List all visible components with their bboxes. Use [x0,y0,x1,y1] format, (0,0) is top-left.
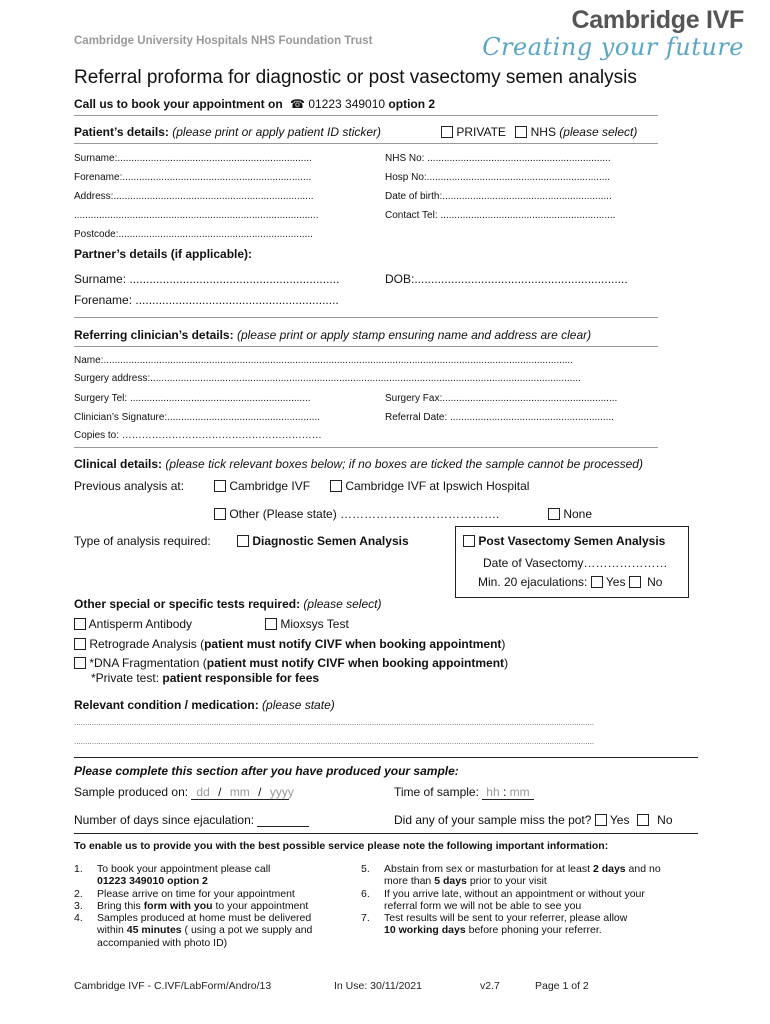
prev-other-option[interactable] [214,507,499,521]
min-ejaculations-label: Min. 20 ejaculations: [478,575,588,589]
info-list-right [361,863,661,937]
retrograde-option[interactable] [74,637,505,651]
org-name: Cambridge University Hospitals NHS Foundation Trust [74,35,373,47]
prev-none-checkbox[interactable] [548,508,560,520]
dna-label: *DNA Fragmentation ( [89,656,207,670]
miss-pot-label: Did any of your sample miss the pot? [394,813,592,827]
nhs-checkbox[interactable] [515,126,527,138]
partner-dob-field[interactable]: DOB:................................................................ [385,272,628,286]
info-item: referral form we will not be able to see you [384,899,582,912]
info-item: 01223 349010 option 2 [97,875,208,888]
post-vasectomy-checkbox[interactable] [463,535,475,547]
patient-surname-field[interactable]: Surname:...................................................................... [74,153,312,164]
info-heading: To enable us to provide you with the best possible service please note the following important information: [74,840,609,852]
days-since-input[interactable] [257,814,309,827]
prev-none-label: None [563,507,593,521]
date-dd: dd [196,785,210,799]
time-mm: mm [509,785,530,799]
relevant-line-1[interactable]: .......................................................................................................................................................................................................................................... [74,718,595,727]
brand-logo [482,6,744,61]
diagnostic-option[interactable] [237,534,409,548]
call-prefix: Call us to book your appointment on [74,97,283,111]
dna-note: patient must notify CIVF when booking appointment [206,656,505,670]
miss-no-checkbox[interactable] [637,814,649,826]
info-item: 4. Samples produced at home must be delivered [74,912,312,925]
miss-yes-checkbox[interactable] [595,814,607,826]
nhs-no-field[interactable]: NHS No: .................................................................. [385,153,611,164]
footer-version: v2.7 [480,980,500,992]
private-test-note [91,671,319,685]
clinician-heading [74,328,591,342]
sample-time [394,785,534,800]
prev-none-option[interactable] [548,507,592,521]
brand-tagline: Creating your future [482,33,744,61]
dna-option[interactable] [74,656,508,670]
patient-heading [74,125,381,139]
clinical-heading-note: (please tick relevant boxes below; if no boxes are ticked the sample cannot be processed) [165,457,643,471]
analysis-type-label: Type of analysis required: [74,534,211,548]
antisperm-label: Antisperm Antibody [88,617,193,631]
surgery-tel-field[interactable]: Surgery Tel: ................................................................. [74,393,311,404]
retrograde-close: ) [501,637,506,651]
relevant-heading-label: Relevant condition / medication: [74,698,259,712]
sample-produced-label: Sample produced on: [74,785,189,799]
hosp-no-field[interactable]: Hosp No:.................................................................. [385,172,611,183]
min-ejaculations [478,575,662,589]
patient-address2-field[interactable]: ........................................................................................ [74,210,319,221]
dob-field[interactable]: Date of birth:............................................................. [385,191,612,202]
info-item: 2. Please arrive on time for your appointment [74,887,295,900]
date-slash: / [258,785,262,799]
private-test-label: *Private test: [91,671,160,685]
days-since [74,813,309,827]
prev-ipswich-option[interactable] [330,479,529,493]
private-checkbox[interactable] [441,126,453,138]
prev-cambridge-label: Cambridge IVF [229,479,311,493]
date-slash: / [218,785,222,799]
miss-pot [394,813,673,827]
sample-produced [74,785,294,800]
prev-cambridge-option[interactable] [214,479,310,493]
special-heading-note: (please select) [303,597,382,611]
divider [74,447,658,448]
info-item: 5. Abstain from sex or masturbation for at least 2 days and no [361,863,661,875]
contact-tel-field[interactable]: Contact Tel: ............................................................... [385,210,616,221]
prev-cambridge-checkbox[interactable] [214,480,226,492]
ejac-no-checkbox[interactable] [629,576,641,588]
patient-heading-note: (please print or apply patient ID sticker) [172,125,382,139]
clinician-name-field[interactable]: Name:......................................................................................................................................................................... [74,355,573,366]
info-item: 6. If you arrive late, without an appointment or without your [361,887,645,900]
info-item: more than 5 days prior to your visit [384,875,547,888]
nhs-label: NHS [530,125,556,139]
clinician-heading-note: (please print or apply stamp ensuring name and address are clear) [236,328,592,342]
ejac-no-label: No [647,575,663,589]
antisperm-option[interactable] [74,617,192,631]
divider [74,115,658,116]
footer-code: Cambridge IVF - C.IVF/LabForm/Andro/13 [74,980,272,992]
sample-time-label: Time of sample: [394,785,479,799]
copies-to-field[interactable]: Copies to: …………………………………………………… [74,430,322,441]
prev-other-checkbox[interactable] [214,508,226,520]
nhs-note: (please select) [559,125,638,139]
phone-number: 01223 349010 [308,97,386,111]
surgery-address-field[interactable]: Surgery address:........................................................................................................................................................... [74,373,581,384]
prev-other-label: Other (Please state) …………………………………. [229,507,500,521]
patient-address-field[interactable]: Address:........................................................................ [74,191,314,202]
time-hh: hh [486,785,500,799]
partner-surname-field[interactable]: Surname: ............................................................... [74,272,340,286]
info-item: 1. To book your appointment please call [74,863,271,875]
date-yyyy: yyyy [269,785,294,799]
info-item: 3. Bring this form with you to your appointment [74,899,309,912]
ejac-yes-label: Yes [605,575,626,589]
info-item: 7. Test results will be sent to your referrer, please allow [361,912,628,925]
footer-page: Page 1 of 2 [535,980,589,992]
phone-suffix: option 2 [388,97,436,111]
mioxsys-checkbox[interactable] [265,618,277,630]
retrograde-note: patient must notify CIVF when booking appointment [204,637,502,651]
clinical-heading [74,457,643,471]
clinician-heading-label: Referring clinician’s details: [74,328,234,342]
surgery-fax-field[interactable]: Surgery Fax:............................................................... [385,393,618,404]
miss-yes-label: Yes [609,813,630,827]
mioxsys-option[interactable] [265,617,349,631]
private-test-fees: patient responsible for fees [162,671,320,685]
info-list-left [74,863,312,949]
vasectomy-date-field[interactable]: Date of Vasectomy………………… [483,556,668,570]
clinician-signature-field[interactable]: Clinician’s Signature:....................................................... [74,412,321,423]
brand-name: Cambridge IVF [571,6,744,34]
mioxsys-label: Mioxsys Test [280,617,349,631]
call-line [74,97,435,111]
previous-analysis-label: Previous analysis at: [74,479,185,493]
diagnostic-label: Diagnostic Semen Analysis [252,534,409,548]
post-vasectomy-label: Post Vasectomy Semen Analysis [478,534,666,548]
partner-forename-field[interactable]: Forename: ............................................................. [74,293,339,307]
prev-ipswich-label: Cambridge IVF at Ipswich Hospital [345,479,530,493]
divider [74,346,658,347]
antisperm-checkbox[interactable] [74,618,86,630]
days-since-label: Number of days since ejaculation: [74,813,255,827]
retrograde-label: Retrograde Analysis ( [89,637,205,651]
patient-postcode-field[interactable]: Postcode:...................................................................... [74,229,313,240]
relevant-heading [74,698,335,712]
clinical-heading-label: Clinical details: [74,457,163,471]
info-item: accompanied with photo ID) [97,936,228,949]
divider [74,143,658,144]
prev-ipswich-checkbox[interactable] [330,480,342,492]
info-item: within 45 minutes ( using a pot we supply and [97,924,313,937]
special-heading [74,597,381,611]
dna-checkbox[interactable] [74,657,86,669]
sample-time-input[interactable] [482,785,534,800]
patient-type-select [441,125,637,139]
divider [74,317,658,318]
private-label: PRIVATE [456,125,506,139]
date-mm: mm [229,785,250,799]
post-vasectomy-option[interactable] [463,534,665,548]
diagnostic-checkbox[interactable] [237,535,249,547]
sample-heading: Please complete this section after you have produced your sample: [74,764,459,778]
partner-heading: Partner’s details (if applicable): [74,247,253,261]
divider [74,833,698,834]
sample-date-input[interactable] [191,785,294,800]
ejac-yes-checkbox[interactable] [591,576,603,588]
patient-heading-label: Patient’s details: [74,125,169,139]
info-item: 10 working days before phoning your referrer. [384,924,602,937]
relevant-heading-note: (please state) [262,698,335,712]
special-heading-label: Other special or specific tests required: [74,597,301,611]
retrograde-checkbox[interactable] [74,638,86,650]
footer-in-use: In Use: 30/11/2021 [334,980,422,992]
referral-date-field[interactable]: Referral Date: ........................................................... [385,412,614,423]
page-title: Referral proforma for diagnostic or post vasectomy semen analysis [74,67,637,88]
patient-forename-field[interactable]: Forename:.................................................................... [74,172,312,183]
dna-close: ) [504,656,509,670]
phone-icon: ☎ [290,97,305,111]
miss-no-label: No [657,813,673,827]
time-colon: : [502,785,507,799]
relevant-line-2[interactable]: .......................................................................................................................................................................................................................................... [74,737,595,746]
divider [74,757,698,758]
